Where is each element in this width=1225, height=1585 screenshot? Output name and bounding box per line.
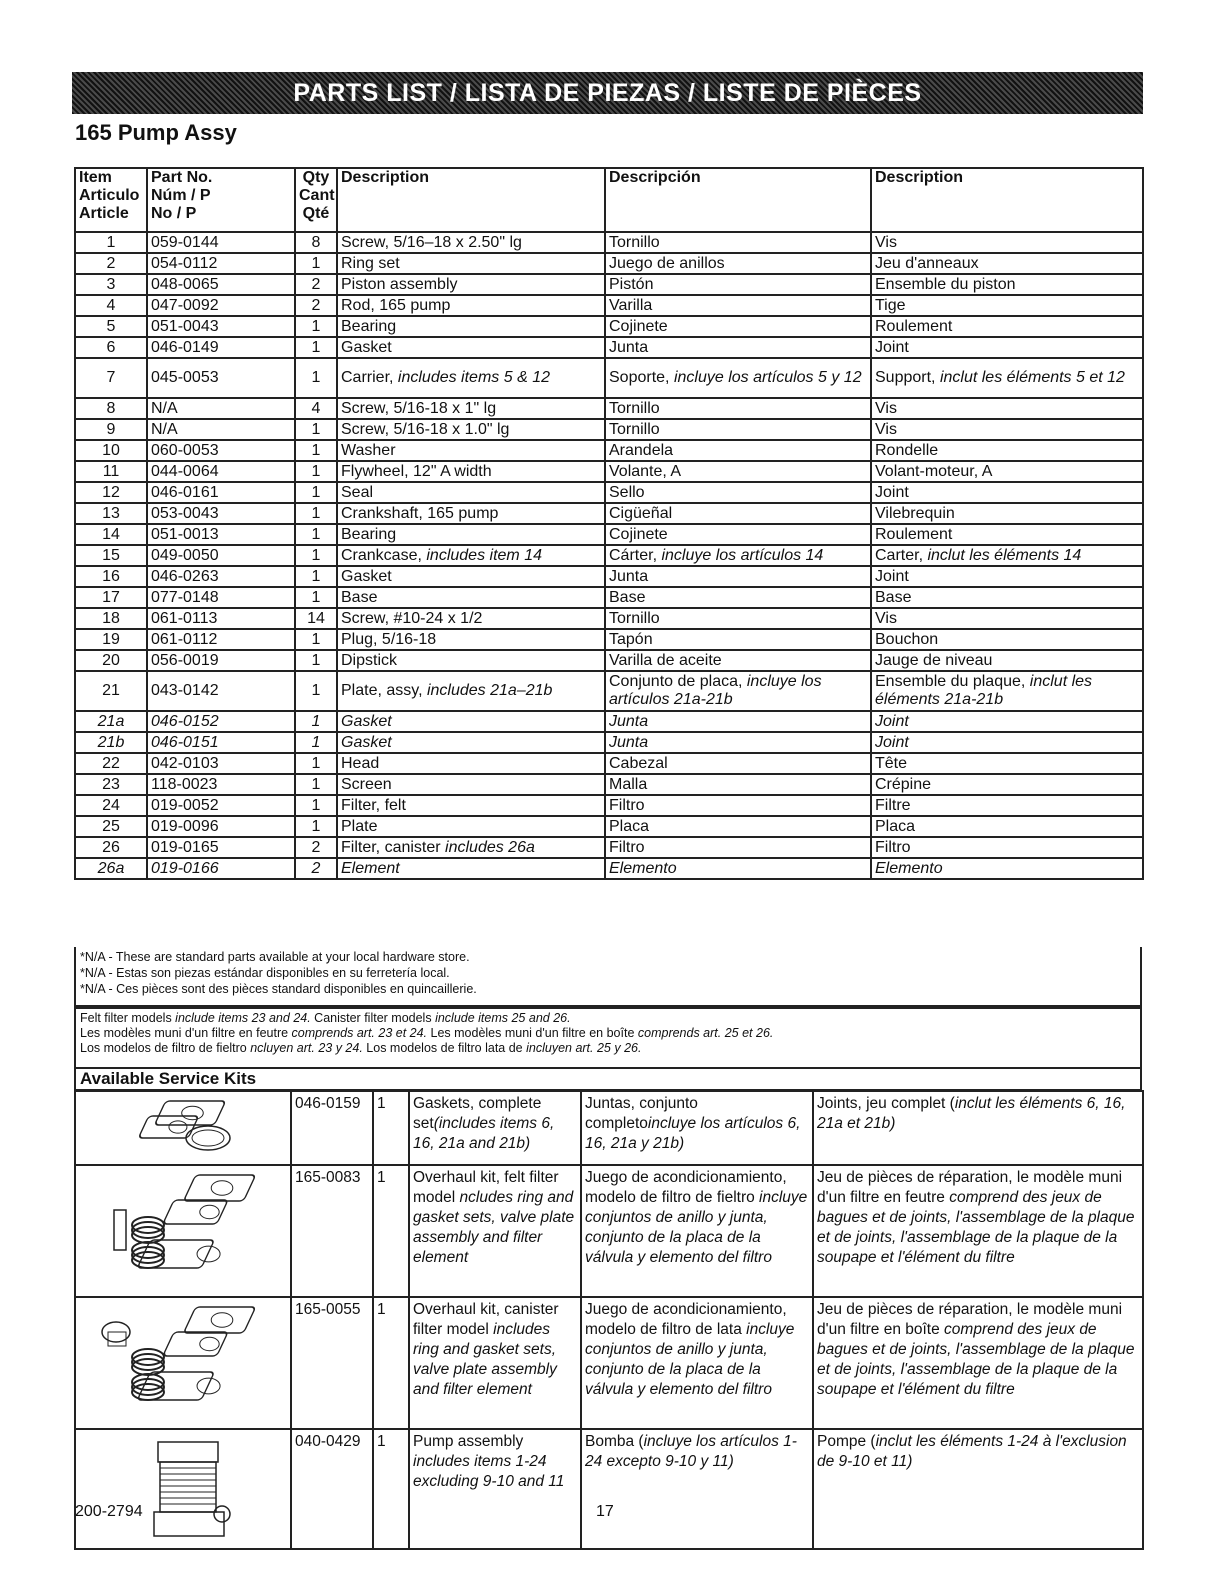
parts-row — [75, 858, 1143, 879]
quantity: 1 — [295, 671, 337, 711]
part-number: 051-0013 — [147, 524, 295, 545]
overhaul-kit-canister-icon — [88, 1302, 278, 1412]
service-kits-title: Available Service Kits — [74, 1069, 1142, 1091]
quantity: 2 — [295, 858, 337, 879]
parts-row — [75, 232, 1143, 253]
kit-description-es: Juntas, conjunto completoincluye los artículos 6, 16, 21a y 21b) — [581, 1091, 813, 1165]
part-number: 046-0161 — [147, 482, 295, 503]
description-en: Screw, 5/16-18 x 1" lg — [337, 398, 605, 419]
description-fr: Jauge de niveau — [871, 650, 1143, 671]
description-en: Piston assembly — [337, 274, 605, 295]
kit-description-es: Bomba (incluye los artículos 1-24 excepto 9-10 y 11) — [581, 1429, 813, 1549]
part-number: 046-0263 — [147, 566, 295, 587]
description-fr: Joint — [871, 337, 1143, 358]
parts-row — [75, 419, 1143, 440]
description-fr: Vis — [871, 398, 1143, 419]
description-fr: Rondelle — [871, 440, 1143, 461]
parts-row — [75, 398, 1143, 419]
part-number: 054-0112 — [147, 253, 295, 274]
kit-description-es: Juego de acondicionamiento, modelo de filtro de lata incluye conjuntos de anillo y junta, conjunto de la placa de la válvula y elemento del filtro — [581, 1297, 813, 1429]
quantity: 1 — [295, 461, 337, 482]
description-en: Screw, #10-24 x 1/2 — [337, 608, 605, 629]
parts-row — [75, 440, 1143, 461]
description-es: Soporte, incluye los artículos 5 y 12 — [605, 358, 871, 398]
filter-note-fr: Les modèles muni d'un filtre en feutre comprends art. 23 et 24. Les modèles muni d'un filtre en boîte comprends art. 25 et 26. — [80, 1026, 774, 1040]
description-en: Crankshaft, 165 pump — [337, 503, 605, 524]
quantity: 4 — [295, 398, 337, 419]
description-fr: Support, inclut les éléments 5 et 12 — [871, 358, 1143, 398]
parts-table — [74, 167, 1144, 880]
quantity: 1 — [295, 753, 337, 774]
kit-image — [75, 1297, 291, 1429]
kit-description-en: Overhaul kit, canister filter model includes ring and gasket sets, valve plate assembly and filter element — [409, 1297, 581, 1429]
item-number: 14 — [75, 524, 147, 545]
description-en: Filter, felt — [337, 795, 605, 816]
parts-row — [75, 753, 1143, 774]
part-number: 056-0019 — [147, 650, 295, 671]
kit-part-number: 046-0159 — [291, 1091, 373, 1165]
description-es: Cabezal — [605, 753, 871, 774]
part-number: N/A — [147, 398, 295, 419]
kit-quantity: 1 — [373, 1297, 409, 1429]
item-number: 4 — [75, 295, 147, 316]
parts-row — [75, 274, 1143, 295]
kit-description-fr: Jeu de pièces de réparation, le modèle muni d'un filtre en feutre comprend des jeux de bagues et de joints, l'assemblage de la plaque et de joints, l'assemblage de la plaque de la soupape et l'élément du filtre — [813, 1165, 1143, 1297]
quantity: 14 — [295, 608, 337, 629]
kit-part-number: 040-0429 — [291, 1429, 373, 1549]
kit-image — [75, 1091, 291, 1165]
description-en: Ring set — [337, 253, 605, 274]
description-fr: Base — [871, 587, 1143, 608]
header-part-no: Part No. Núm / P No / P — [147, 168, 295, 232]
description-en: Head — [337, 753, 605, 774]
kit-image — [75, 1165, 291, 1297]
part-number: 046-0152 — [147, 711, 295, 732]
description-fr: Volant-moteur, A — [871, 461, 1143, 482]
description-en: Washer — [337, 440, 605, 461]
description-es: Placa — [605, 816, 871, 837]
item-number: 7 — [75, 358, 147, 398]
description-es: Varilla de aceite — [605, 650, 871, 671]
quantity: 1 — [295, 503, 337, 524]
description-es: Tapón — [605, 629, 871, 650]
parts-row — [75, 816, 1143, 837]
part-number: 061-0112 — [147, 629, 295, 650]
description-en: Screw, 5/16-18 x 1.0" lg — [337, 419, 605, 440]
page-number: 17 — [596, 1503, 614, 1520]
item-number: 26a — [75, 858, 147, 879]
gasket-set-icon — [88, 1096, 278, 1156]
description-es: Junta — [605, 337, 871, 358]
kit-row — [75, 1165, 1143, 1297]
parts-row — [75, 566, 1143, 587]
quantity: 1 — [295, 316, 337, 337]
item-number: 5 — [75, 316, 147, 337]
parts-row — [75, 774, 1143, 795]
description-fr: Vilebrequin — [871, 503, 1143, 524]
description-fr: Joint — [871, 732, 1143, 753]
item-number: 25 — [75, 816, 147, 837]
description-es: Junta — [605, 711, 871, 732]
description-fr: Vis — [871, 608, 1143, 629]
description-es: Varilla — [605, 295, 871, 316]
description-en: Gasket — [337, 732, 605, 753]
description-es: Conjunto de placa, incluye los artículos 21a-21b — [605, 671, 871, 711]
overhaul-kit-felt-icon — [88, 1170, 278, 1280]
part-number: 048-0065 — [147, 274, 295, 295]
parts-row — [75, 316, 1143, 337]
service-kits-table — [74, 1090, 1144, 1550]
kit-part-number: 165-0083 — [291, 1165, 373, 1297]
filter-note-en: Felt filter models include items 23 and 24. Canister filter models include items 25 and 26. — [80, 1011, 571, 1025]
header-description-en: Description — [337, 168, 605, 232]
description-fr: Joint — [871, 482, 1143, 503]
parts-row — [75, 608, 1143, 629]
description-es: Pistón — [605, 274, 871, 295]
filter-notes — [74, 1007, 1142, 1069]
description-es: Juego de anillos — [605, 253, 871, 274]
description-fr: Bouchon — [871, 629, 1143, 650]
description-en: Screw, 5/16–18 x 2.50" lg — [337, 232, 605, 253]
description-en: Element — [337, 858, 605, 879]
item-number: 12 — [75, 482, 147, 503]
quantity: 1 — [295, 566, 337, 587]
section-title: 165 Pump Assy — [75, 120, 237, 145]
quantity: 2 — [295, 295, 337, 316]
description-fr: Tige — [871, 295, 1143, 316]
kit-row — [75, 1297, 1143, 1429]
description-fr: Crépine — [871, 774, 1143, 795]
quantity: 1 — [295, 337, 337, 358]
quantity: 1 — [295, 358, 337, 398]
description-es: Volante, A — [605, 461, 871, 482]
quantity: 1 — [295, 419, 337, 440]
item-number: 1 — [75, 232, 147, 253]
quantity: 1 — [295, 774, 337, 795]
item-number: 16 — [75, 566, 147, 587]
header-qty: Qty Cant Qté — [295, 168, 337, 232]
description-fr: Ensemble du piston — [871, 274, 1143, 295]
parts-row — [75, 545, 1143, 566]
na-note-es: *N/A - Estas son piezas estándar disponibles en su ferretería local. — [80, 966, 450, 980]
description-fr: Elemento — [871, 858, 1143, 879]
item-number: 6 — [75, 337, 147, 358]
item-number: 19 — [75, 629, 147, 650]
kit-description-en: Pump assembly includes items 1-24 excluding 9-10 and 11 — [409, 1429, 581, 1549]
part-number: 045-0053 — [147, 358, 295, 398]
part-number: 077-0148 — [147, 587, 295, 608]
part-number: 019-0166 — [147, 858, 295, 879]
header-description-es: Descripción — [605, 168, 871, 232]
description-en: Bearing — [337, 316, 605, 337]
header-item: Item Articulo Article — [75, 168, 147, 232]
header-description-fr: Description — [871, 168, 1143, 232]
description-en: Flywheel, 12" A width — [337, 461, 605, 482]
description-es: Elemento — [605, 858, 871, 879]
item-number: 24 — [75, 795, 147, 816]
item-number: 21 — [75, 671, 147, 711]
parts-row — [75, 482, 1143, 503]
quantity: 1 — [295, 650, 337, 671]
description-es: Sello — [605, 482, 871, 503]
item-number: 13 — [75, 503, 147, 524]
description-fr: Carter, inclut les éléments 14 — [871, 545, 1143, 566]
parts-row — [75, 503, 1143, 524]
description-fr: Filtro — [871, 837, 1143, 858]
parts-row — [75, 732, 1143, 753]
kit-quantity: 1 — [373, 1429, 409, 1549]
description-fr: Ensemble du plaque, inclut les éléments 21a-21b — [871, 671, 1143, 711]
description-fr: Joint — [871, 566, 1143, 587]
description-es: Cigüeñal — [605, 503, 871, 524]
description-es: Tornillo — [605, 398, 871, 419]
parts-row — [75, 837, 1143, 858]
part-number: 042-0103 — [147, 753, 295, 774]
part-number: 019-0096 — [147, 816, 295, 837]
kit-description-es: Juego de acondicionamiento, modelo de filtro de fieltro incluye conjuntos de anillo y junta, conjunto de la placa de la válvula y elemento del filtro — [581, 1165, 813, 1297]
part-number: 053-0043 — [147, 503, 295, 524]
item-number: 23 — [75, 774, 147, 795]
banner-title: PARTS LIST / LISTA DE PIEZAS / LISTE DE PIÈCES — [293, 78, 922, 107]
description-es: Tornillo — [605, 419, 871, 440]
description-es: Cárter, incluye los artículos 14 — [605, 545, 871, 566]
description-en: Dipstick — [337, 650, 605, 671]
description-es: Malla — [605, 774, 871, 795]
description-en: Gasket — [337, 711, 605, 732]
description-fr: Roulement — [871, 524, 1143, 545]
na-notes — [74, 947, 1142, 1007]
description-fr: Vis — [871, 232, 1143, 253]
quantity: 1 — [295, 711, 337, 732]
description-es: Arandela — [605, 440, 871, 461]
description-es: Filtro — [605, 837, 871, 858]
parts-list-banner — [72, 72, 1143, 114]
parts-row — [75, 295, 1143, 316]
description-en: Plate — [337, 816, 605, 837]
kit-row — [75, 1429, 1143, 1549]
parts-row — [75, 587, 1143, 608]
part-number: 047-0092 — [147, 295, 295, 316]
kit-row — [75, 1091, 1143, 1165]
part-number: 046-0151 — [147, 732, 295, 753]
quantity: 1 — [295, 253, 337, 274]
item-number: 10 — [75, 440, 147, 461]
item-number: 21b — [75, 732, 147, 753]
description-en: Plug, 5/16-18 — [337, 629, 605, 650]
part-number: 061-0113 — [147, 608, 295, 629]
description-en: Rod, 165 pump — [337, 295, 605, 316]
quantity: 2 — [295, 274, 337, 295]
part-number: 019-0052 — [147, 795, 295, 816]
parts-row — [75, 358, 1143, 398]
part-number: 043-0142 — [147, 671, 295, 711]
parts-row — [75, 711, 1143, 732]
description-es: Tornillo — [605, 608, 871, 629]
description-en: Seal — [337, 482, 605, 503]
part-number: 060-0053 — [147, 440, 295, 461]
description-fr: Jeu d'anneaux — [871, 253, 1143, 274]
quantity: 2 — [295, 837, 337, 858]
quantity: 1 — [295, 795, 337, 816]
description-en: Bearing — [337, 524, 605, 545]
description-en: Gasket — [337, 337, 605, 358]
kit-description-en: Overhaul kit, felt filter model ncludes ring and gasket sets, valve plate assembly and filter element — [409, 1165, 581, 1297]
kit-description-fr: Joints, jeu complet (inclut les éléments 6, 16, 21a et 21b) — [813, 1091, 1143, 1165]
description-es: Base — [605, 587, 871, 608]
description-fr: Vis — [871, 419, 1143, 440]
description-es: Tornillo — [605, 232, 871, 253]
description-es: Cojinete — [605, 316, 871, 337]
kit-description-fr: Jeu de pièces de réparation, le modèle muni d'un filtre en boîte comprend des jeux de bagues et de joints, l'assemblage de la plaque et de joints, l'assemblage de la plaque de la soupape et l'élément du filtre — [813, 1297, 1143, 1429]
description-en: Carrier, includes items 5 & 12 — [337, 358, 605, 398]
kit-quantity: 1 — [373, 1165, 409, 1297]
kit-description-en: Gaskets, complete set(includes items 6, 16, 21a and 21b) — [409, 1091, 581, 1165]
document-number: 200-2794 — [75, 1503, 143, 1520]
quantity: 1 — [295, 732, 337, 753]
description-fr: Roulement — [871, 316, 1143, 337]
pump-assembly-icon — [88, 1434, 278, 1544]
description-es: Filtro — [605, 795, 871, 816]
na-note-fr: *N/A - Ces pièces sont des pièces standard disponibles en quincaillerie. — [80, 982, 477, 996]
quantity: 1 — [295, 482, 337, 503]
quantity: 1 — [295, 629, 337, 650]
description-fr: Tête — [871, 753, 1143, 774]
description-fr: Placa — [871, 816, 1143, 837]
description-fr: Joint — [871, 711, 1143, 732]
kit-description-fr: Pompe (inclut les éléments 1-24 à l'exclusion de 9-10 et 11) — [813, 1429, 1143, 1549]
description-es: Junta — [605, 566, 871, 587]
part-number: 019-0165 — [147, 837, 295, 858]
quantity: 1 — [295, 816, 337, 837]
item-number: 8 — [75, 398, 147, 419]
parts-row — [75, 795, 1143, 816]
description-en: Base — [337, 587, 605, 608]
part-number: 051-0043 — [147, 316, 295, 337]
description-en: Plate, assy, includes 21a–21b — [337, 671, 605, 711]
part-number: 046-0149 — [147, 337, 295, 358]
item-number: 22 — [75, 753, 147, 774]
item-number: 20 — [75, 650, 147, 671]
part-number: 049-0050 — [147, 545, 295, 566]
description-fr: Filtre — [871, 795, 1143, 816]
description-en: Screen — [337, 774, 605, 795]
item-number: 18 — [75, 608, 147, 629]
parts-row — [75, 461, 1143, 482]
quantity: 1 — [295, 440, 337, 461]
part-number: 044-0064 — [147, 461, 295, 482]
parts-row — [75, 253, 1143, 274]
kit-quantity: 1 — [373, 1091, 409, 1165]
item-number: 11 — [75, 461, 147, 482]
parts-row — [75, 524, 1143, 545]
parts-row — [75, 337, 1143, 358]
description-en: Crankcase, includes item 14 — [337, 545, 605, 566]
kit-image — [75, 1429, 291, 1549]
part-number: N/A — [147, 419, 295, 440]
parts-row — [75, 650, 1143, 671]
item-number: 17 — [75, 587, 147, 608]
filter-note-es: Los modelos de filtro de fieltro ncluyen art. 23 y 24. Los modelos de filtro lata de incluyen art. 25 y 26. — [80, 1041, 642, 1055]
item-number: 9 — [75, 419, 147, 440]
quantity: 1 — [295, 524, 337, 545]
parts-table-header — [75, 168, 1143, 232]
quantity: 8 — [295, 232, 337, 253]
item-number: 26 — [75, 837, 147, 858]
item-number: 15 — [75, 545, 147, 566]
parts-row — [75, 629, 1143, 650]
description-es: Junta — [605, 732, 871, 753]
description-en: Filter, canister includes 26a — [337, 837, 605, 858]
description-es: Cojinete — [605, 524, 871, 545]
description-en: Gasket — [337, 566, 605, 587]
part-number: 059-0144 — [147, 232, 295, 253]
item-number: 2 — [75, 253, 147, 274]
part-number: 118-0023 — [147, 774, 295, 795]
parts-row — [75, 671, 1143, 711]
item-number: 3 — [75, 274, 147, 295]
quantity: 1 — [295, 587, 337, 608]
na-note-en: *N/A - These are standard parts available at your local hardware store. — [80, 950, 470, 964]
quantity: 1 — [295, 545, 337, 566]
item-number: 21a — [75, 711, 147, 732]
kit-part-number: 165-0055 — [291, 1297, 373, 1429]
